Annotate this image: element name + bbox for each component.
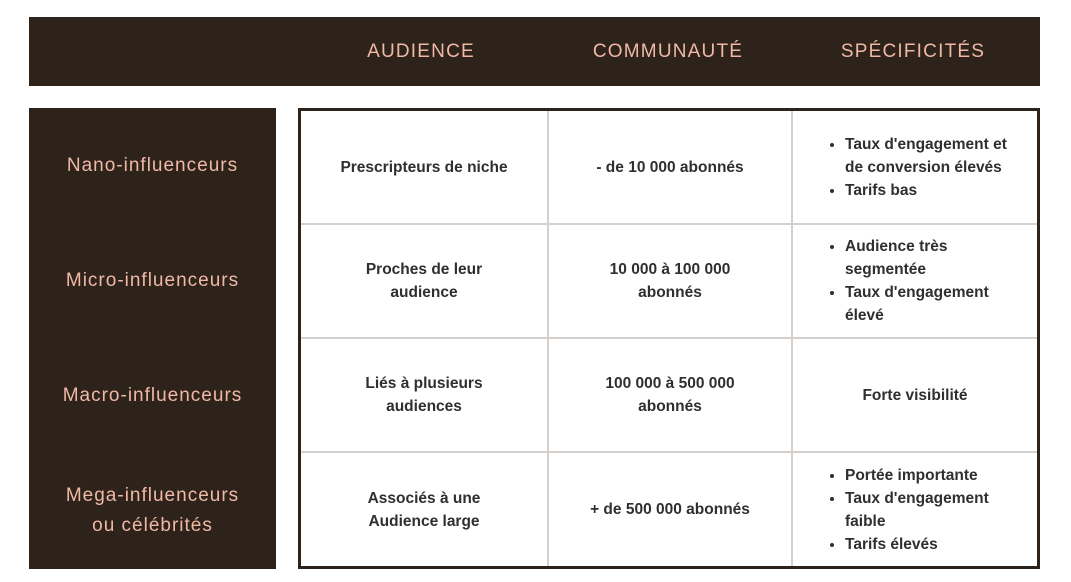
row-label-mega: Mega-influenceurs ou célébrités xyxy=(65,485,240,536)
cell-communaute-nano: - de 10 000 abonnés xyxy=(596,158,744,176)
column-header-communaute: COMMUNAUTÉ xyxy=(592,40,744,62)
cell-specificites-mega xyxy=(793,453,1037,566)
column-header-audience: AUDIENCE xyxy=(367,40,475,62)
row-label-micro: Micro-influenceurs xyxy=(65,269,240,291)
table-header-bar xyxy=(29,17,1040,86)
cell-audience-mega: Associés à une Audience large xyxy=(367,489,481,530)
row-label-macro: Macro-influenceurs xyxy=(62,384,243,406)
cell-specificites-nano xyxy=(793,111,1037,223)
list-item: • Taux d'engagement faible xyxy=(845,487,1025,533)
cell-specificites-micro xyxy=(793,225,1037,337)
cell-communaute-macro: 100 000 à 500 000 abonnés xyxy=(605,375,735,415)
row-label-nano: Nano-influenceurs xyxy=(66,154,239,176)
cell-audience-micro: Proches de leur audience xyxy=(365,261,483,301)
list-item: • Taux d'engagement et de conversion élevés xyxy=(845,133,1025,179)
cell-communaute-mega: + de 500 000 abonnés xyxy=(590,501,750,518)
list-item: • Tarifs bas xyxy=(845,179,1025,202)
column-header-specificites: SPÉCIFICITÉS xyxy=(840,40,986,62)
list-item: • Portée importante xyxy=(845,464,1025,487)
list-item: • Audience très segmentée xyxy=(845,235,1025,281)
list-item: • Tarifs élevés xyxy=(845,533,1025,556)
list-item: • Taux d'engagement élevé xyxy=(845,281,1025,327)
cell-communaute-micro: 10 000 à 100 000 abonnés xyxy=(609,261,731,301)
cell-specificites-macro: Forte visibilité xyxy=(862,386,968,404)
row-labels-sidebar xyxy=(29,108,276,569)
specificites-list xyxy=(823,464,1025,556)
comparison-table xyxy=(298,108,1040,569)
specificites-list xyxy=(823,235,1025,327)
cell-audience-macro: Liés à plusieurs audiences xyxy=(365,375,483,415)
specificites-list xyxy=(823,133,1025,202)
cell-audience-nano: Prescripteurs de niche xyxy=(340,158,508,176)
